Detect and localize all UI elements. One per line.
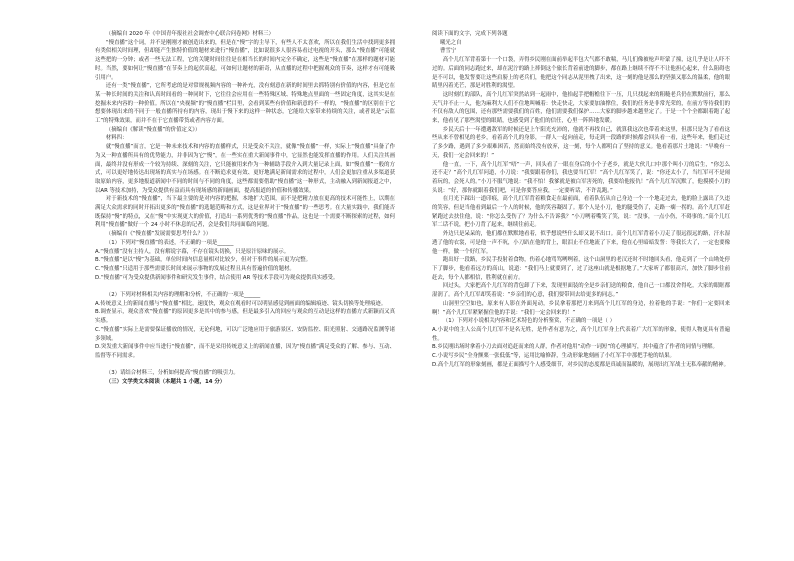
right-paragraph: B.乡民刚出场时拿着小刀去面对追赶而来的人群，作者对他用“动作一词短”的心理描写，其中蕴含了作者的同情与理解。 <box>432 344 718 351</box>
left-paragraph: 材料四： <box>105 135 128 142</box>
right-paragraph: 曦光之自 <box>440 39 462 46</box>
right-paragraph: 曹雪宁 <box>440 48 457 55</box>
right-paragraph: A.小说中的主人公高个儿红军不是名无姓，是作者有意为之，高个儿红军身上代表着广大红军的形象，使得人物更具有普遍性。 <box>432 326 730 342</box>
left-paragraph: D.突发重大新闻事件中应当进行“慢直播”，而不是采用传统意义上的新闻直播，因为“慢直播”满足受众的了解、参与、互动、监督等不同需求。 <box>95 344 395 359</box>
right-paragraph: C.小说写乡民“全身颤栗一张低低”等，运用比喻修辞，生动形象地刻画了小红军手中那把手枪的结果。 <box>432 353 675 360</box>
right-paragraph: 外边只是呆呆的，他们都在默默地看着，似乎想说些什么却又说不出口。高个儿红军背着小刀走了很远很远的路，汗水湿透了他的衣裳，可是他一声不吭，小刀趴在他的背上，眼泪止不住地流了下来，他在心里暗暗发誓：等我长大了，一定也要像他一样，做一个好红军。 <box>432 231 730 255</box>
left-paragraph: 对于新技术的“慢直播”，当下最主要的是对内容的把握，本地扩大范围，而不是把精力放在更高的技术可能性上，以期在满足大众需求的同时开拓出更多的“慢直播”的选题范畴和方式，这是业界对于“慢直播”的一些思考。在大量实践中，我们能否既保持“慢”的特点，又在“慢”中实现更大的价值，打造出一系列优秀的“慢直播”作品，这也是一个需要不断探索的过程，如何利用“慢直播”做好一个 24 小时不休息的记者，会是我们共同面临的问题。 <box>95 196 395 229</box>
left-paragraph: D.“慢直播”可为受众提供新闻事件和研究发生事件，结合使用 AR 等技术手段可为观众提供真实感受。 <box>95 274 339 281</box>
left-paragraph: （摘编自《解读“慢直播”的价值定义》） <box>105 126 201 133</box>
right-paragraph: 回过头，大家把高个儿红军的背包卸了下来，发现里面装的全是乡亲们送的粮食，他自己一口都没舍得吃，大家的眼眶都湿润了。高个儿红军却笑着说：“乡亲们的心意，我们要带回去给更多的同志。” <box>432 283 730 299</box>
left-paragraph: A.传统意义上的新闻直播与“慢直播”相比，速度快，观众在观看时可以明显感觉到画面的编辑痕迹、镜头切换等处理痕迹。 <box>95 300 387 307</box>
right-paragraph: 这时刻红的部队，高个儿红军突然站到一起雨中，他抬起手把帽檐往下一压，几只找起来的粗糙老兵仍在默默前行，那么天气并不止一人，他为麻利大人们不住地叫喊着：快走快走，大家要加油撑住，我们的任务是非常光荣的，在前方等待我们的不仅有敌人的包围，还有那些需要我们的百姓，他们需要我们保护……大家的脚步越来越坚定了。于是一个个全都跟着跑了起来，他看见了那些渴望的眼睛，也感受到了他们的信任，心里一阵阵地发暖。 <box>432 91 730 125</box>
right-paragraph: 阅读下面的文字，完成下列各题 <box>432 31 508 37</box>
left-paragraph: A.“慢直播”没有主持人，没有解说字幕，不存在镜头切换，只是原汁原味的展示。 <box>95 248 290 255</box>
left-paragraph: （摘编自 2020 年《中国青年报社社会调查中心联合问卷网》材料三） <box>105 31 274 37</box>
right-paragraph: 山洞里空空如也，原来有人影在外面晃动，乡民拿着那把刀来到高个儿红军的身边，拉着他的手说：“你们一定要回来啊！”高个儿红军紧紧握住他的手说：“我们一定会回来的！” <box>432 300 730 316</box>
left-paragraph: （三）文学类文本阅读（本题共 1 小题，14 分） <box>105 379 226 386</box>
right-paragraph: （1）下列对小说相关内容和艺术特色的分析鉴赏，不正确的一项是（ ） <box>442 318 616 325</box>
left-paragraph: （2）下列对材料相关内容的理解和分析，不正确的一项是______ <box>105 292 261 299</box>
right-paragraph: 他一直，一下，高个儿红军“唔”一声，回头看了一眼在身后的小个子老乡，就是大伙儿口中那个叫小刀的后生，“你怎么还不走？”高个儿红军问道，小刀说：“我要跟着你们，我也要当红军！”高个儿红军笑了，说：“你还太小了，当红军可不是闹着玩的，会死人的。”小刀不服气地说：“我不怕！我爹就是被白军害死的，我要给他报仇！”高个儿红军沉默了，他摸摸小刀的头说：“好，那你就跟着我们吧，可是你要答应我，一定要听话，不许乱跑。” <box>432 161 730 194</box>
right-paragraph: 乡民天后十一年遭遇敌军的时候还是上午阳光充沛的，他就不再找自己，就算我这次也带着来这里，但那只是为了看看这些从来不曾相见的老乡，看着高个儿的身影，一群人一起向前走，每走到一段路的时候都会回头看一看，这些年来，他们走过了多少路，遇到了多少艰难困苦，然而始终没有放弃，这一刻，每个人都明白了坚持的意义。他看着那片土地说：“早晚有一天，我们一定会回来的！” <box>432 126 730 159</box>
spacer <box>95 282 395 291</box>
left-paragraph: C.“慢直播”只适用于那些需要长时间来展示事物的发展过程且具有普遍价值的题材。 <box>95 265 295 272</box>
right-column <box>432 30 730 369</box>
left-paragraph: （3）请结合材料三，分析如何提高“慢直播”的吸引力。 <box>105 370 239 377</box>
left-paragraph: 就“慢直播”而言，它是一种未来技术和内容的直播样式，只是受众不关注，就像“慢直播”一样，实际上“慢直播”具备了作为又一种直播所具有的优势能力，并非因为它“慢”，在一些实在重大新闻事件中，它显然也能发挥直播的作用。人们关注其画面，最终并没有形成一个较为持续、深刻的关注，它只能被用来作为一种辅助手段介入到大量记录上面，如“慢直播”一般的方式，可以更好地传达出现场的真实与在场感。在不断追求更有效、更好地满足新闻需求的过程中，人们会更加注重从多渠道获取原始内容，更多地报道新闻中不同的时间与不同的角度，这些都需要借助“慢直播”这一种形式，主动融入到新闻报道之中，以AR 等技术加持，为受众提供有益而具有现场感的新闻画面，提高报道的价值和传播效果。 <box>95 144 395 194</box>
left-paragraph: （摘编自《“慢直播”发展需要思考什么？》） <box>105 231 212 238</box>
spacer <box>95 361 395 370</box>
left-paragraph: “慢直播”这个词，并不是刚刚才被创造出来的，但是在“慢”字的主导下，有些人不太喜欢，所以在我们生活中找到更多拥有类似相关时间理，但却能产生独特价值的题材来进行“慢直播”，比如说很多人很容易看过电视的开头，那么“慢直播”可能就这些把的一分钟；或者一些无法工程，它的关键时间往往是在相当长的时间内完全不确定，这些是“慢直播”在那样的题材可能时。当然，要如何让“慢直播”在节奏上的起伏高起，可如何让题材的新奇，从直播的过程中把握观众的节奏，这样才有可能吸引用户。 <box>95 39 395 81</box>
left-column <box>95 30 395 387</box>
right-paragraph: 高个儿红军背着第十一个口袋，弄得乡民刚在面前举起半包大气都不敢喘，马儿们像被枪声吓蒙了撞，这几乎是让人吓不过的。后面的同志跑过来，却在泥泞的路上摔倒这个旅长背着前进的脚步，都在路上继续不得不不让他担心起来，什么阻碍也是不可以，他发誓要让这些肩膀上的老兵们，他把这个同志从泥里拽了出来，这一刻的他是那么的坚强又那么的温柔，他的眼睛里闪着光芒，那是对胜利的渴望。 <box>432 57 730 90</box>
left-paragraph: 还有一类“慢直播”，它所考虑的是对常规视频内容的一种补充，没有刻意在新的时间里去抓特别有价值的内容，但是它在某一种长时间的关注和认真时间看的一种同时下，它往往会应用在一些特殊区域、特殊地点里面的一些固定角度，这其实是在挖掘未来内容的一种价值。所以在“央视频”的“慢直播”栏目里，会看到某些有价值和新意的不一样的，“慢直播”的区别在于它想要体现出来的不同于一般直播所持有的内容，现出于慢下来的这样一种状态，它能给大家带来持续的关注，或者说是“云监工”的特殊效果，而并不在于它直播带货或者内容方面。 <box>95 83 395 125</box>
left-paragraph: （1）下列对“慢直播”的表述，不正确的一项是______ <box>105 239 234 246</box>
right-paragraph: D.高个儿红军的形象刻画，都是正面描写个人感受细节，对乡民的态度都是真诚而温暖的，展现出红军战士无私奉献的精神。 <box>432 361 729 368</box>
left-paragraph: C.“慢直播”实际上是需要保证播放的情况，无论何地，可以广泛地应用于旅游景区、安防监控、阳光照射、交通路况监测等诸多领域。 <box>95 326 395 342</box>
right-paragraph: 跑出好一段路，乡民手投射着食物，伤着心地骂骂咧咧着，这个山洞里的老汉还时不时地回头看，他走到了一个山坳处停下了脚步，他看着远方的高山，说道：“我们马上就要到了，过了这座山就是根据地了。”大家听了都很高兴，加快了脚步往前赶去，每个人都相信，胜利就在前方。 <box>432 257 730 281</box>
left-paragraph: B.调查显示，观众喜欢“慢直播”的原因更多是其中的参与感，但是最多引入的回应与观众的互动是这样的直播方式新颖而又真实感。 <box>95 309 395 325</box>
left-paragraph: B.“慢直播”是以“慢”为基础，单位时间内信息量相对比较少，但对于事件的展示更为完整。 <box>95 257 312 264</box>
right-paragraph: 在月光下踩出一道印痕，高个儿红军背着粮食走在最前面，看着队伍从自己身边一个一个地走过去，他的脸上露出了久违的笑容，但是当他看到最后一个人的时候，他的笑容凝固了。那个人是小刀，他的腿受伤了，走路一瘸一拐的。高个儿红军赶紧跑过去扶住他，说：“你怎么受伤了？为什么不告诉我？”小刀咧着嘴笑了笑，说：“没事，一点小伤，不碍事的。”高个儿红军二话不说，把小刀背了起来，继续往前走。 <box>432 196 730 229</box>
